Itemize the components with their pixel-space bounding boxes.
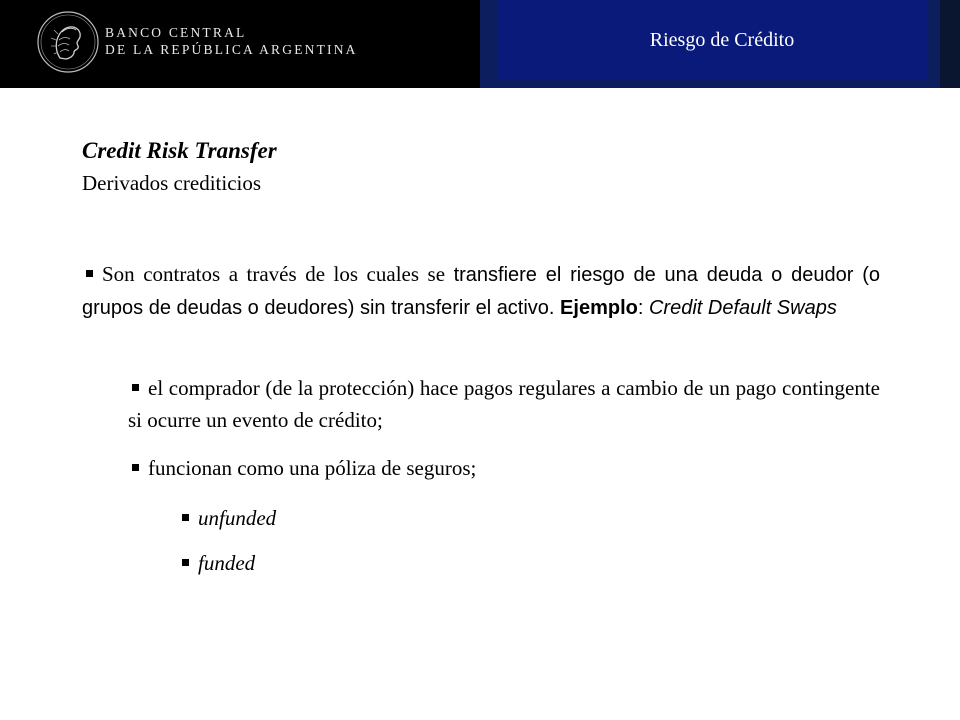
main-bullet-text-serif: Son contratos a través de los cuales se — [102, 262, 454, 286]
slide-title: Credit Risk Transfer — [82, 138, 277, 163]
slide-subtitle: Derivados crediticios — [82, 171, 262, 195]
square-bullet-icon — [132, 464, 139, 471]
sub-bullet-2-text: funcionan como una póliza de seguros; — [148, 456, 477, 480]
square-bullet-icon — [86, 270, 93, 277]
bank-name-line2: DE LA REPÚBLICA ARGENTINA — [105, 42, 358, 57]
header-right-edge — [940, 0, 960, 88]
sub-bullet-2 — [128, 452, 880, 484]
bank-name-line1: BANCO CENTRAL — [105, 25, 247, 40]
slide-heading — [82, 135, 882, 199]
sub-sub-bullet-1-text: unfunded — [198, 506, 277, 530]
square-bullet-icon — [182, 514, 189, 521]
main-bullet-colon: : — [637, 297, 649, 319]
main-bullet-example-term: Credit Default Swaps — [648, 297, 837, 319]
square-bullet-icon — [132, 384, 139, 391]
bank-seal-logo — [36, 10, 100, 74]
square-bullet-icon — [182, 559, 189, 566]
section-title: Riesgo de Crédito — [649, 28, 795, 51]
header-bar — [0, 0, 960, 88]
sub-sub-bullet-2-text: funded — [198, 551, 256, 575]
sub-bullet-1-text: el comprador (de la protección) hace pagos regulares a cambio de un pago contingente si ocurre un evento de crédito; — [128, 376, 880, 432]
sub-sub-bullet-2 — [182, 547, 255, 579]
main-bullet-text-sans: transfiere el riesgo de una deuda o deudor (o grupos de deudas o deudores) sin transferir el activo. — [82, 264, 880, 319]
sub-sub-bullet-1 — [182, 502, 276, 534]
sub-bullet-1 — [128, 372, 880, 436]
bank-name — [105, 24, 358, 58]
main-bullet-example-label: Ejemplo — [560, 297, 638, 319]
main-bullet — [82, 258, 880, 324]
